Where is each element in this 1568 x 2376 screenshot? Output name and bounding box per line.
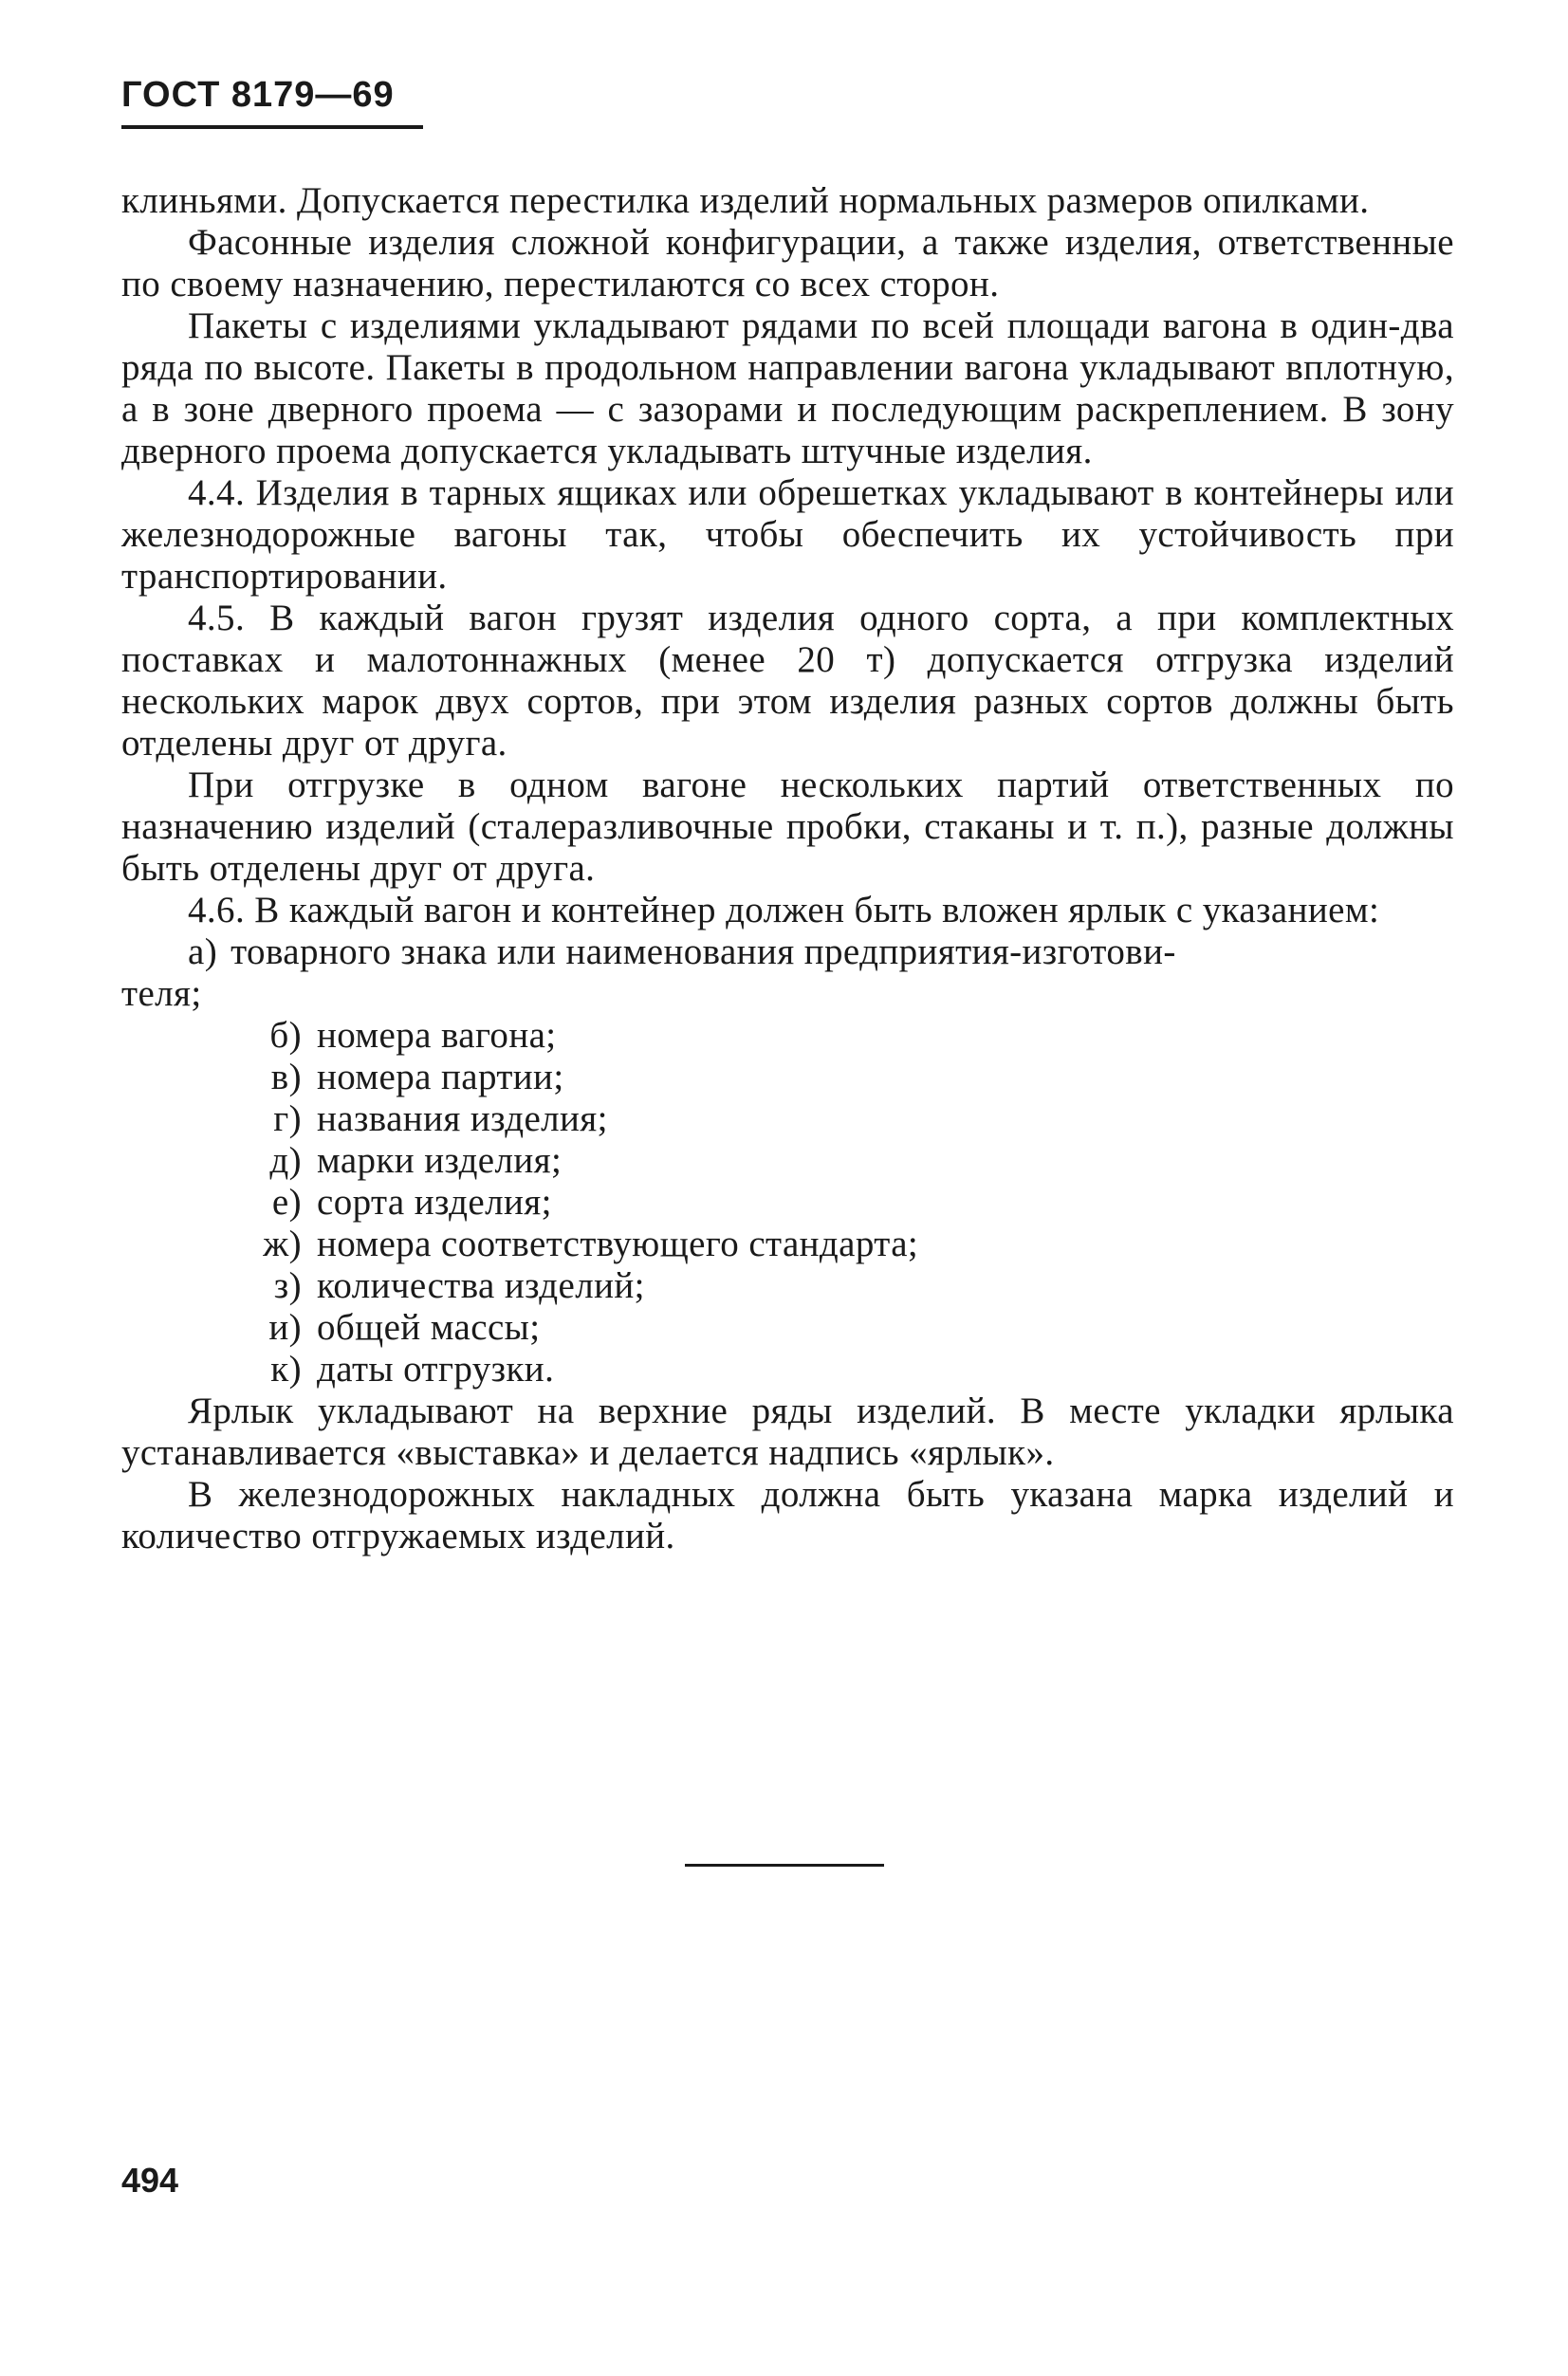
paragraph-section-4-6: 4.6. В каждый вагон и контейнер должен быть вложен ярлык с указанием: xyxy=(188,890,1380,930)
paragraph-label-placement: Ярлык укладывают на верхние ряды изделий. В месте укладки ярлыка устанавливается «выставка» и делается надпись «ярлык». xyxy=(121,1391,1454,1473)
list-item-text: номера соответствующего стандарта; xyxy=(317,1224,919,1264)
list-item-marker: к) xyxy=(270,1349,302,1390)
list-item-marker: ж) xyxy=(263,1224,302,1264)
list-item-text: названия изделия; xyxy=(317,1098,608,1139)
list-item xyxy=(121,1098,1454,1140)
paragraph-continuation: клиньями. Допускается перестилка изделий нормальных размеров опилками. xyxy=(121,180,1370,221)
document-body xyxy=(121,180,1454,1557)
page-header xyxy=(121,74,425,129)
list-item-marker: и) xyxy=(268,1307,302,1348)
list-item xyxy=(121,931,1454,973)
document-standard-title: ГОСТ 8179—69 xyxy=(121,75,395,115)
list-item-marker: е) xyxy=(271,1182,302,1223)
list-item-marker: в) xyxy=(270,1057,302,1097)
list-item-marker: б) xyxy=(269,1015,302,1056)
list-item xyxy=(121,1307,1454,1349)
label-contents-list xyxy=(121,931,1454,1391)
list-item-marker: г) xyxy=(273,1098,302,1139)
list-item-continuation xyxy=(121,973,1454,1015)
list-item-marker: а) xyxy=(188,931,218,972)
list-item-text: количества изделий; xyxy=(317,1265,645,1306)
paragraph-packets: Пакеты с изделиями укладывают рядами по всей площади вагона в один-два ряда по высоте. Пакеты в продольном направлении вагона укладывают вплотную, а в зоне дверного проема — с зазорами и последующим раскреплением. В зону дверного проема допускается укладывать штучные изделия. xyxy=(121,305,1454,471)
list-item-text: сорта изделия; xyxy=(317,1182,552,1223)
paragraph-section-4-5: 4.5. В каждый вагон грузят изделия одного сорта, а при комплектных поставках и малотоннажных (менее 20 т) допускается отгрузка изделий нескольких марок двух сортов, при этом изделия разных сортов должны быть отделены друг от друга. xyxy=(121,598,1454,764)
list-item-text: марки изделия; xyxy=(317,1140,563,1181)
list-item-text: товарного знака или наименования предприятия-изготови- xyxy=(231,931,1176,972)
list-item-text-continuation: теля; xyxy=(121,973,202,1014)
list-item xyxy=(121,1182,1454,1224)
page-number: 494 xyxy=(121,2161,179,2200)
list-item-text: даты отгрузки. xyxy=(317,1349,555,1390)
list-item xyxy=(121,1140,1454,1182)
list-item-marker: з) xyxy=(273,1265,302,1306)
paragraph-waybills: В железнодорожных накладных должна быть указана марка изделий и количество отгружаемых изделий. xyxy=(121,1474,1454,1556)
paragraph-critical-batches: При отгрузке в одном вагоне нескольких партий ответственных по назначению изделий (сталеразливочные пробки, стаканы и т. п.), разные должны быть отделены друг от друга. xyxy=(121,764,1454,889)
list-item xyxy=(121,1015,1454,1057)
list-item xyxy=(121,1057,1454,1098)
list-item-text: номера партии; xyxy=(317,1057,564,1097)
list-item xyxy=(121,1265,1454,1307)
list-item-text: номера вагона; xyxy=(317,1015,557,1056)
header-underline xyxy=(121,125,423,129)
list-item-text: общей массы; xyxy=(317,1307,541,1348)
section-end-divider xyxy=(685,1864,884,1867)
list-item xyxy=(121,1224,1454,1265)
paragraph-section-4-4: 4.4. Изделия в тарных ящиках или обрешетках укладывают в контейнеры или железнодорожные вагоны так, чтобы обеспечить их устойчивость при транспортировании. xyxy=(121,472,1454,597)
list-item-marker: д) xyxy=(269,1140,302,1181)
paragraph-shaped-items: Фасонные изделия сложной конфигурации, а также изделия, ответственные по своему назначению, перестилаются со всех сторон. xyxy=(121,222,1454,304)
list-item xyxy=(121,1349,1454,1391)
